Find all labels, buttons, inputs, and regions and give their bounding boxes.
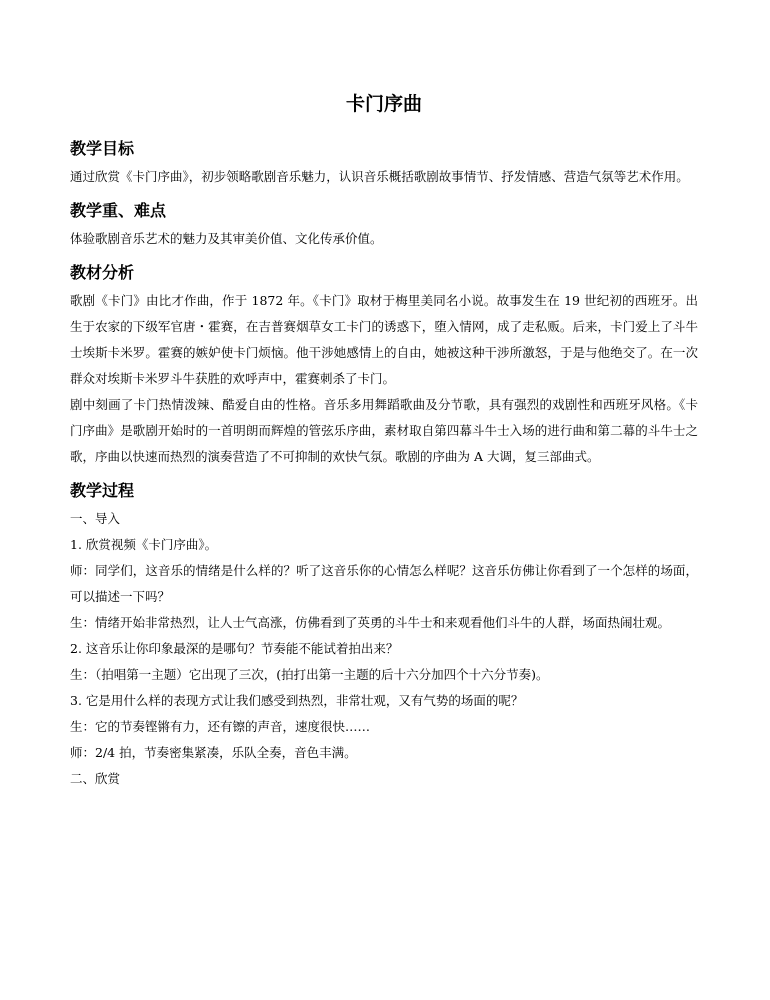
paragraph: 2. 这音乐让你印象最深的是哪句？节奏能不能试着拍出来？ bbox=[70, 641, 399, 656]
paragraph: 生：（拍唱第一主题）它出现了三次，(拍打出第一主题的后十六分加四个十六分节奏)。 bbox=[70, 667, 549, 682]
section-teaching-goals bbox=[70, 134, 698, 190]
paragraph: 歌剧《卡门》由比才作曲，作于 1872 年。《卡门》取材于梅里美同名小说。故事发生在 19 世纪初的西班牙。出生于农家的下级军官唐・霍赛，在吉普赛烟草女工卡门的诱惑下，堕入情网，成了走私贩。后来，卡门爱上了斗牛士埃斯卡米罗。霍赛的嫉妒使卡门烦恼。他干涉她感情上的自由，她被这种干涉所激怒，于是与他绝交了。在一次群众对埃斯卡米罗斗牛获胜的欢呼声中，霍赛刺杀了卡门。 bbox=[70, 293, 698, 386]
document-title: 卡门序曲 bbox=[345, 93, 422, 115]
section-heading: 教学过程 bbox=[70, 481, 135, 500]
section-heading: 教学目标 bbox=[70, 139, 135, 158]
section-heading: 教材分析 bbox=[70, 263, 135, 282]
section-heading: 教学重、难点 bbox=[70, 201, 167, 220]
paragraph: 剧中刻画了卡门热情泼辣、酷爱自由的性格。音乐多用舞蹈歌曲及分节歌，具有强烈的戏剧性和西班牙风格。《卡门序曲》是歌剧开始时的一首明朗而辉煌的管弦乐序曲，素材取自第四幕斗牛士入场的进行曲和第二幕的斗牛士之歌，序曲以快速而热烈的演奏营造了不可抑制的欢快气氛。歌剧的序曲为 A 大调，复三部曲式。 bbox=[70, 397, 698, 464]
paragraph: 师：同学们，这音乐的情绪是什么样的？听了这音乐你的心情怎么样呢？这音乐仿佛让你看到了一个怎样的场面，可以描述一下吗？ bbox=[70, 563, 698, 604]
paragraph: 3. 它是用什么样的表现方式让我们感受到热烈，非常壮观，又有气势的场面的呢？ bbox=[70, 693, 524, 708]
section-key-points bbox=[70, 196, 698, 252]
paragraph: 生：它的节奏铿锵有力，还有镲的声音，速度很快…… bbox=[70, 719, 371, 734]
paragraph: 通过欣赏《卡门序曲》，初步领略歌剧音乐魅力，认识音乐概括歌剧故事情节、抒发情感、营造气氛等艺术作用。 bbox=[70, 169, 689, 184]
paragraph: 生：情绪开始非常热烈，让人士气高涨，仿佛看到了英勇的斗牛士和来观看他们斗牛的人群，场面热闹壮观。 bbox=[70, 615, 671, 630]
paragraph: 二、欣赏 bbox=[70, 771, 121, 786]
paragraph: 一、导入 bbox=[70, 511, 121, 526]
section-material-analysis bbox=[70, 258, 698, 470]
paragraph: 师：2/4 拍，节奏密集紧凑，乐队全奏，音色丰满。 bbox=[70, 745, 357, 760]
paragraph: 1. 欣赏视频《卡门序曲》。 bbox=[70, 537, 218, 552]
paragraph: 体验歌剧音乐艺术的魅力及其审美价值、文化传承价值。 bbox=[70, 231, 383, 246]
section-teaching-process bbox=[70, 476, 698, 792]
document-page bbox=[70, 88, 698, 792]
